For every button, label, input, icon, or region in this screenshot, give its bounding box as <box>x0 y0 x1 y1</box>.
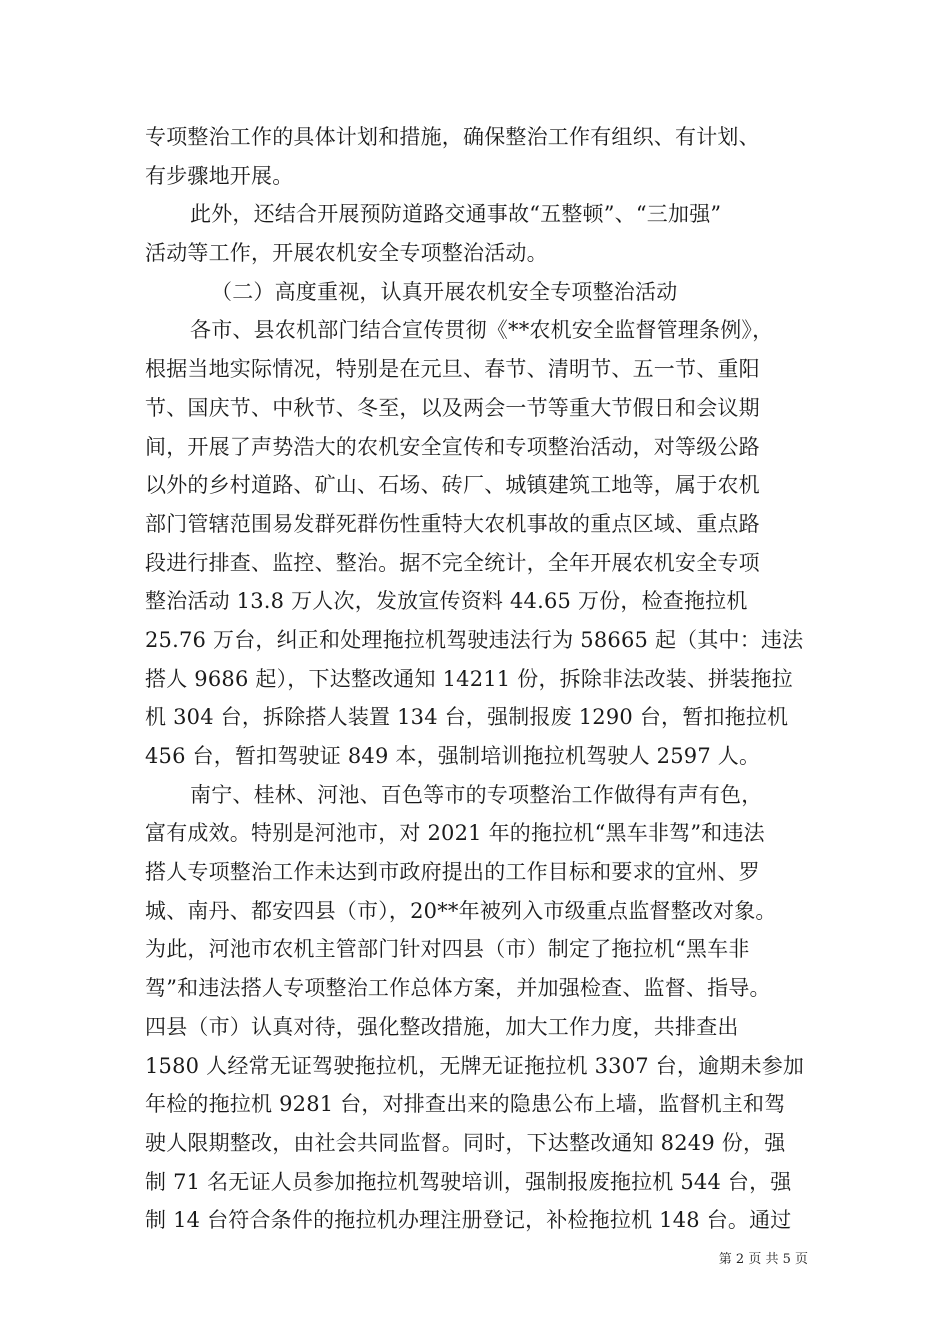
text-line: 搭人专项整治工作未达到市政府提出的工作目标和要求的宜州、罗 <box>145 860 760 885</box>
paragraph-start-line: 此外，还结合开展预防道路交通事故“五整顿”、“三加强” <box>190 202 722 227</box>
text-line: 间，开展了声势浩大的农机安全宣传和专项整治活动，对等级公路 <box>145 434 760 459</box>
text-line: 富有成效。特别是河池市，对 2021 年的拖拉机“黑车非驾”和违法 <box>145 821 765 846</box>
page-number-footer: 第 2 页 共 5 页 <box>718 1252 808 1267</box>
text-line: 制 14 台符合条件的拖拉机办理注册登记，补检拖拉机 148 台。通过 <box>145 1208 792 1233</box>
text-line: 整治活动 13.8 万人次，发放宣传资料 44.65 万份，检查拖拉机 <box>145 589 748 614</box>
paragraph-start-line: 南宁、桂林、河池、百色等市的专项整治工作做得有声有色， <box>190 782 763 807</box>
text-line: 根据当地实际情况，特别是在元旦、春节、清明节、五一节、重阳 <box>145 357 760 382</box>
text-line: 城、南丹、都安四县（市），20**年被列入市级重点监督整改对象。 <box>145 898 777 923</box>
text-line: 1580 人经常无证驾驶拖拉机，无牌无证拖拉机 3307 台，逾期未参加 <box>145 1053 805 1078</box>
text-line: 以外的乡村道路、矿山、石场、砖厂、城镇建筑工地等，属于农机 <box>145 473 760 498</box>
text-line: 驶人限期整改，由社会共同监督。同时，下达整改通知 8249 份，强 <box>145 1130 786 1155</box>
body-text <box>145 118 810 1240</box>
section-heading: （二）高度重视，认真开展农机安全专项整治活动 <box>211 279 678 304</box>
text-line: 制 71 名无证人员参加拖拉机驾驶培训，强制报废拖拉机 544 台，强 <box>145 1169 792 1194</box>
text-line: 段进行排查、监控、整治。据不完全统计，全年开展农机安全专项 <box>145 550 760 575</box>
text-line: 年检的拖拉机 9281 台，对排查出来的隐患公布上墙，监督机主和驾 <box>145 1092 786 1117</box>
text-line: 节、国庆节、中秋节、冬至，以及两会一节等重大节假日和会议期 <box>145 395 760 420</box>
text-line: 部门管辖范围易发群死群伤性重特大农机事故的重点区域、重点路 <box>145 511 760 536</box>
paragraph-start-line: 各市、县农机部门结合宣传贯彻《**农机安全监督管理条例》， <box>190 318 774 343</box>
text-line: 活动等工作，开展农机安全专项整治活动。 <box>145 241 548 266</box>
text-line: 为此，河池市农机主管部门针对四县（市）制定了拖拉机“黑车非 <box>145 937 750 962</box>
text-line: 四县（市）认真对待，强化整改措施，加大工作力度，共排查出 <box>145 1014 739 1039</box>
text-line: 搭人 9686 起），下达整改通知 14211 份，拆除非法改装、拼装拖拉 <box>145 666 793 691</box>
text-line: 驾”和违法搭人专项整治工作总体方案，并加强检查、监督、指导。 <box>145 976 771 1001</box>
text-line: 有步骤地开展。 <box>145 163 294 188</box>
text-line: 专项整治工作的具体计划和措施，确保整治工作有组织、有计划、 <box>145 125 760 149</box>
text-line: 456 台，暂扣驾驶证 849 本，强制培训拖拉机驾驶人 2597 人。 <box>145 744 761 768</box>
text-line: 25.76 万台，纠正和处理拖拉机驾驶违法行为 58665 起（其中：违法 <box>145 627 804 652</box>
text-line: 机 304 台，拆除搭人装置 134 台，强制报废 1290 台，暂扣拖拉机 <box>145 705 789 730</box>
